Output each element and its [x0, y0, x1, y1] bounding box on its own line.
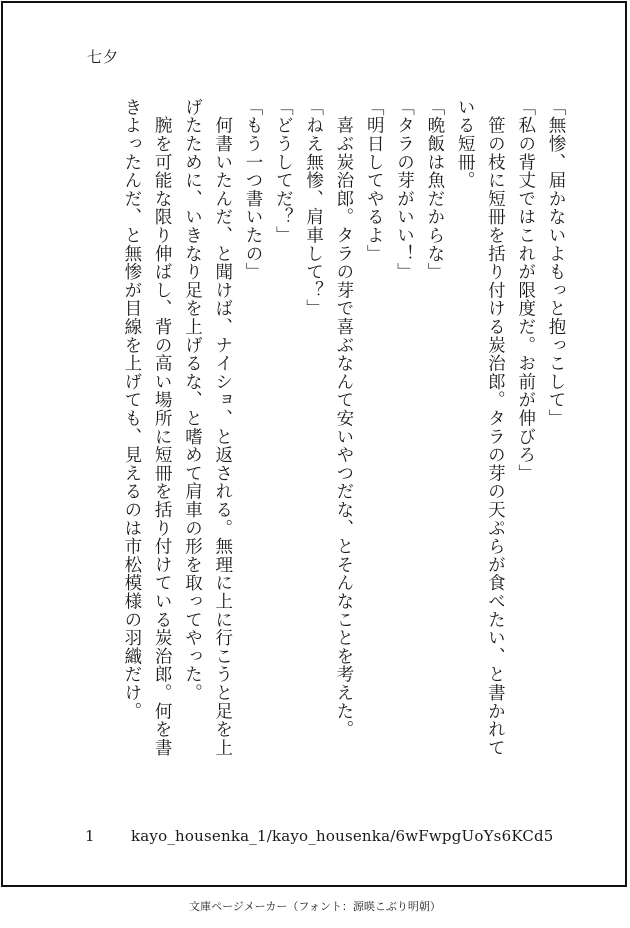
- text-line: いる短冊。: [455, 98, 476, 190]
- text-line: 喜ぶ炭治郎。タラの芽で喜ぶなんて安いやつだな、とそんなことを考えた。: [333, 98, 354, 739]
- text-line: 「タラの芽がいい！」: [394, 98, 415, 281]
- text-line: げたために、いきなり足を上げるな、と嗜めて肩車の形を取ってやった。: [182, 98, 203, 702]
- page-frame: [1, 1, 627, 887]
- text-line: 「どうしてだ？」: [273, 98, 294, 245]
- source-id: kayo_housenka_1/kayo_housenka/6wFwpgUoYs6KCd5: [131, 827, 554, 845]
- text-line: 腕を可能な限り伸ばし、背の高い場所に短冊を括り付けている炭治郎。何を書: [152, 98, 173, 757]
- text-line: 笹の枝に短冊を括り付ける炭治郎。タラの芽の天ぷらが食べたい、と書かれて: [485, 98, 506, 757]
- text-line: 「晩飯は魚だからな」: [424, 98, 445, 281]
- text-line: きよったんだ、と無惨が目線を上げても、見えるのは市松模様の羽織だけ。: [121, 98, 142, 721]
- story-text: [117, 98, 571, 798]
- text-line: 何書いたんだ、と聞けば、ナイショ、と返される。無理に上に行こうと足を上: [212, 98, 233, 757]
- page-number: 1: [85, 827, 95, 845]
- text-line: 「もう一つ書いたの」: [243, 98, 264, 281]
- text-line: 「明日してやるよ」: [364, 98, 385, 263]
- page-title: 七夕: [87, 48, 120, 66]
- text-line: 「無惨、届かないよもっと抱っこして」: [546, 98, 566, 428]
- text-line: 「ねえ無惨、肩車して？」: [303, 98, 324, 318]
- text-line: 「私の背丈ではこれが限度だ。お前が伸びろ」: [515, 98, 536, 483]
- generator-caption: 文庫ページメーカー（フォント：源暎こぶり明朝）: [189, 900, 441, 913]
